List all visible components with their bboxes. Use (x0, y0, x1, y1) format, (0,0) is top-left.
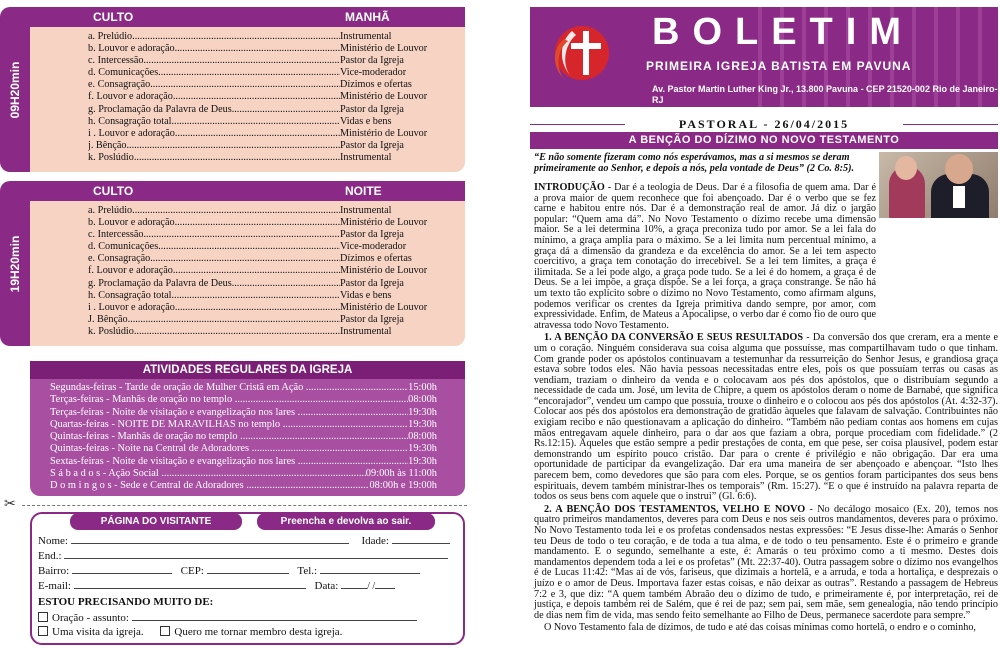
order-item (88, 326, 465, 338)
section-2 (534, 505, 998, 622)
section-2-title: 2. A BENÇÃO DOS TESTAMENTOS, VELHO E NOVO (544, 503, 806, 515)
member-label: Quero me tornar membro desta igreja. (174, 626, 343, 638)
pastoral-title: A BENÇÃO DO DÍZIMO NO NOVO TESTAMENTO (530, 132, 998, 149)
activity-text: Sextas-feiras - Noite de visitação e evangelização nos lares ..... (50, 456, 408, 468)
activity-row (30, 456, 465, 468)
order-item-label: k. Poslúdio ..... (88, 326, 340, 338)
bairro-row (38, 564, 457, 577)
email-label: E-mail: (38, 580, 71, 592)
tel-field[interactable] (320, 564, 420, 574)
section-1 (534, 333, 998, 503)
activity-text: Quintas-feiras - Noite na Central de Adoradores ..... (50, 443, 408, 455)
bairro-field[interactable] (72, 564, 172, 574)
order-item-label: h. Consagração total ..... (88, 290, 340, 302)
age-label: Idade: (361, 535, 389, 547)
email-field[interactable] (74, 579, 306, 589)
name-label: Nome: (38, 535, 68, 547)
order-item-responsible: Dízimos e ofertas (340, 253, 412, 265)
order-item (88, 79, 465, 91)
section-2-text: - No decálogo mosaico (Ex. 20), temos nos quatro primeiros mandamentos, deveres para com Deus e nos seis outros mandamentos, deveres para o próximo. No Novo Testamento toda lei e os profetas condensados nestas expressões: “E Jesus disse-lhe: Amarás o Senhor teu Deus de todo o teu coração, e de toda a tua alma, e de todo o teu pensamento. Este é o primeiro e grande mandamento. E o segundo, semelhante a este, é: Amarás o teu próximo como a ti mesmo. Destes dois mandamentos dependem toda a lei e os profetas” (Mt. 22:37-40). Outra passagem sobre o dízimo nos evangelhos é de Lucas 11:42: “Mas ai de vós, fariseus, que dizimais a hortelã, e a arruda, e toda a hortaliça, e desprezais o juízo e o amor de Deus. Importava fazer estas coisas, e não deixar as outras”. Restando a passagem de Hebreus 7:2 e 3, que diz: “A quem também Abraão deu o dízimo de tudo, e primeiramente é, por interpretação, rei de justiça, e depois também rei de Salém, que é rei de paz; sem pai, sem mãe, sem genealogia, não tendo princípio de dias nem fim de vida, mas sendo feito semelhante ao Filho de Deus, permanece sacerdote para sempre.” (534, 503, 999, 621)
activity-row (30, 419, 465, 431)
order-item-responsible: Vice-moderador (340, 241, 407, 253)
order-item-label: j. Bênção ..... (88, 140, 340, 152)
banner-address (652, 84, 998, 107)
address-row (38, 549, 457, 562)
order-item (88, 290, 465, 302)
culto-label: CULTO (93, 184, 134, 198)
closing-line: O Novo Testamento fala de dízimos, de tudo e até das coisas mínimas como hortelã, o endro e o cominho, (544, 622, 976, 634)
activity-time: 19:30h (408, 443, 437, 455)
tel-label: Tel.: (297, 565, 318, 577)
options-row (38, 626, 457, 639)
order-item-label: a. Prelúdio ..... (88, 205, 340, 217)
activities-title: ATIVIDADES REGULARES DA IGREJA (30, 361, 465, 379)
member-checkbox[interactable] (160, 626, 170, 636)
activity-time: 19:30h (408, 418, 437, 430)
activity-time: 15:00h (408, 382, 437, 393)
date-year-field[interactable] (375, 579, 395, 589)
order-item-label: f. Louvor e adoração ..... (88, 91, 340, 103)
opening-quote: “E não somente fizeram como nós esperávamos, mas a si mesmos se deram primeiramente ao Senhor, e depois a nós, pela vontade de Deus” (2 Co. 8:5). (534, 152, 855, 175)
culto-label: CULTO (93, 10, 134, 24)
order-item-responsible: Ministério de Louvor (340, 91, 428, 103)
activity-text: Terças-feiras - Manhãs de oração no templo ..... (50, 394, 408, 406)
intro-text: - Dar é a teologia de Deus. Dar é a filosofia de quem ama. Dar é a prova maior de quem reconhece que foi abençoado. Dar é o verbo que se fez carne e habitou entre nós. Dar é a demonstração real de amor. Já diz o jargão popular: “Quem ama dá”. No Novo Testamento o dízimo recebe uma dimensão maior. Se a lei determina 10%, a graça preconiza tudo por amor. Se a lei fala do mínimo, a graça amplia para o máximo. Se a lei limita num percentual mínimo, a graça dá a dimensão da grandeza e da excelência do amor. Se a lei tem aspecto coercitivo, a graça tem conotação do irrecebível. Se a lei tem limites, a graça é ilimitada. Se a lei pode algo, a graça pode tudo. Se a lei é do homem, a graça é de Deus. Se a lei impõe, a graça dispõe. Se a lei força, a graça constrange. Se não há um texto tão explícito sobre o dízimo no Novo Testamento, como afirmam alguns, podemos verificar os crentes da Igreja primitiva dando sempre, por amor, com expressividade. Enfim, de Mateus a Apocalipse, o verbo dar é como fio de ouro que atravessa todo Novo Testamento. (534, 182, 876, 331)
cut-line (22, 505, 467, 506)
activity-text: S á b a d o s - Ação Social ..... (50, 468, 366, 480)
section-1-text: - Da conversão dos que creram, era a mente e um o coração. Ninguém considerava sua coisa alguma que possuísse, mas compartilhavam tudo o que tinham. Com grande poder os apóstolos continuavam a testemunhar da ressurreição do Senhor Jesus, e grandiosa graça estava sobre todos eles. Não havia pessoas necessitadas entre eles, pois os que possuíam terras ou casas as vendiam, traziam o dinheiro da venda e o colocavam aos pés dos apóstolos, que o distribuíam segundo a necessidade de cada um. José, um levita de Chipre, a quem os apóstolos deram o nome de Barnabé, que significa “encorajador”, vendeu um campo que possuía, trouxe o dinheiro e o colocou aos pés dos apóstolos (At. 4:32-37). Colocar aos pés dos apóstolos era demonstração de gratidão àqueles que falavam de salvação. Contribuintes não exigiam recibo e não questionavam a aplicação do dinheiro. “Também não pediam contas aos homens em cujas mãos entregavam aquele dinheiro, para o dar aos que faziam a obra, porque procediam com fidelidade.” (2 Rs.12:15). Aqueles que estão sempre a pedir prestações de conta, em que pese, ser coisa plausível, podem estar demonstrando um espírito pouco cristão. Dar para o crente é privilégio e não obrigação. Dar era uma oportunidade de participar da evangelização. Dar era uma maneira de ser abençoado e abençoar. “Isto lhes parecem bem, como devedores que são para com eles. Porque, se os gentios foram participantes dos seus bens espirituais, devem também ministrar-lhes os temporais” (Rm. 15:27). “E o que é instruído na palavra reparta de todos os seus bens com aquele que o instrui” (Gl. 6:6). (534, 332, 998, 503)
man-head (945, 154, 973, 184)
visitor-subtitle: Preencha e devolva ao sair. (257, 513, 435, 530)
date-slashes: / / (367, 581, 376, 592)
order-item-responsible: Ministério de Louvor (340, 127, 428, 139)
order-item-label: e. Consagração ..... (88, 79, 340, 91)
order-item-responsible: Vice-moderador (340, 67, 407, 79)
order-item-responsible: Ministério de Louvor (340, 301, 428, 313)
activity-text: Quintas-feiras - Manhãs de oração no templo ..... (50, 431, 408, 443)
address-text: Av. Pastor Martin Luther King Jr., 13.800 Pavuna - CEP 21520-002 Rio de Janeiro-RJ (652, 84, 998, 105)
contact-text (652, 106, 998, 107)
banner-title: BOLETIM (652, 11, 914, 53)
order-item-responsible: Ministério de Louvor (340, 43, 428, 55)
activity-time: 09:00h às 11:00h (365, 468, 437, 480)
activity-text: D o m i n g o s - Sede e Central de Adoradores ..... (50, 480, 369, 492)
activity-time: 08:00h (408, 394, 437, 406)
order-item-responsible: Instrumental (340, 325, 392, 337)
order-item-responsible: Vidas e bens (340, 115, 392, 127)
order-item-responsible: Pastor da Igreja (340, 139, 404, 151)
woman-head (895, 156, 917, 180)
order-item-responsible: Instrumental (340, 205, 392, 216)
order-item (88, 205, 465, 217)
period-label: NOITE (345, 184, 382, 198)
name-row (38, 534, 457, 547)
order-item (88, 116, 465, 128)
order-item-label: k. Poslúdio ..... (88, 152, 340, 164)
order-item-responsible: Ministério de Louvor (340, 217, 428, 229)
bairro-label: Bairro: (38, 565, 70, 577)
visit-label: Uma visita da igreja. (52, 626, 144, 638)
order-item-responsible: Pastor da Igreja (340, 313, 404, 325)
age-field[interactable] (392, 534, 450, 544)
banner-subtitle: PRIMEIRA IGREJA BATISTA EM PAVUNA (646, 59, 912, 73)
time-label-noite: 19H20min (0, 181, 30, 346)
order-item-responsible: Instrumental (340, 151, 392, 163)
order-item (88, 128, 465, 140)
left-column (0, 0, 470, 649)
culto-manha-header (30, 7, 465, 27)
order-item-responsible: Instrumental (340, 31, 392, 42)
order-item-label: J. Bênção ..... (88, 314, 340, 326)
order-item-label: b. Louvor e adoração ..... (88, 217, 340, 229)
prayer-checkbox[interactable] (38, 612, 48, 622)
order-item-label: f. Louvor e adoração ..... (88, 265, 340, 277)
activity-text: Quartas-feiras - NOITE DE MARAVILHAS no templo ..... (50, 419, 408, 431)
activity-row (30, 468, 465, 480)
activity-row (30, 394, 465, 406)
order-item (88, 241, 465, 253)
order-item (88, 314, 465, 326)
culto-noite-block (8, 181, 465, 346)
activity-text: Terças-feiras - Noite de visitação e evangelização nos lares ..... (50, 407, 408, 419)
date-day-field[interactable] (341, 579, 367, 589)
order-item (88, 253, 465, 265)
order-item (88, 140, 465, 152)
right-column (530, 0, 1000, 649)
order-item (88, 104, 465, 116)
prayer-label: Oração - assunto: (52, 612, 129, 624)
scissors-icon: ✂ (4, 497, 16, 512)
intro-label: INTRODUÇÃO (534, 182, 605, 193)
order-item-label: a. Prelúdio ..... (88, 31, 340, 43)
prayer-row (38, 611, 457, 624)
order-item (88, 43, 465, 55)
activities-block (30, 361, 465, 496)
order-item (88, 229, 465, 241)
order-item-label: d. Comunicações ..... (88, 241, 340, 253)
order-item (88, 31, 465, 43)
activity-row (30, 443, 465, 455)
culto-noite-header (30, 181, 465, 201)
activity-row (30, 382, 465, 394)
email-row (38, 579, 457, 592)
order-item-label: i . Louvor e adoração ..... (88, 302, 340, 314)
pastoral-header: PASTORAL - 26/04/2015 (530, 117, 998, 131)
activity-row (30, 407, 465, 419)
culto-noite-list (30, 201, 465, 342)
order-item-label: b. Louvor e adoração ..... (88, 43, 340, 55)
section-1-title: 1. A BENÇÃO DA CONVERSÃO E SEUS RESULTADOS (544, 332, 804, 344)
order-item-responsible: Ministério de Louvor (340, 265, 428, 277)
cep-field[interactable] (207, 564, 289, 574)
period-label: MANHÃ (345, 10, 390, 24)
needs-heading: ESTOU PRECISANDO MUITO DE: (38, 596, 214, 608)
order-item-label: h. Consagração total ..... (88, 116, 340, 128)
order-item (88, 278, 465, 290)
order-item-responsible: Pastor da Igreja (340, 229, 404, 241)
date-label: Data: (314, 580, 339, 592)
order-item-label: g. Proclamação da Palavra de Deus ..... (88, 104, 340, 116)
order-item-label: i . Louvor e adoração ..... (88, 128, 340, 140)
activity-row (30, 480, 465, 492)
activity-text: Segundas-feiras - Tarde de oração de Mulher Cristã em Ação ..... (50, 382, 408, 394)
visitor-form (30, 512, 465, 645)
order-item (88, 152, 465, 164)
visitor-title: PÁGINA DO VISITANTE (70, 513, 242, 530)
visit-checkbox[interactable] (38, 626, 48, 636)
activity-row (30, 431, 465, 443)
cep-label: CEP: (180, 565, 204, 577)
order-item-responsible: Pastor da Igreja (340, 277, 404, 289)
intro-paragraph (534, 183, 876, 331)
order-item-responsible: Pastor da Igreja (340, 103, 404, 115)
order-item (88, 217, 465, 229)
order-item-label: c. Intercessão ..... (88, 229, 340, 241)
address-field[interactable] (64, 549, 448, 559)
order-item (88, 265, 465, 277)
order-item-label: g. Proclamação da Palavra de Deus ..... (88, 278, 340, 290)
order-item-label: d. Comunicações ..... (88, 67, 340, 79)
order-item-label: e. Consagração ..... (88, 253, 340, 265)
order-item (88, 91, 465, 103)
address-label: End.: (38, 550, 62, 562)
activity-time: 08:00h e 19:00h (369, 480, 437, 492)
church-logo-icon (542, 17, 614, 89)
activity-time: 19:30h (408, 455, 437, 467)
culto-manha-list (30, 27, 465, 168)
article-body (534, 183, 998, 636)
order-item-label: c. Intercessão ..... (88, 55, 340, 67)
activity-time: 19:30h (408, 406, 437, 418)
order-item-responsible: Vidas e bens (340, 289, 392, 301)
activities-list (30, 379, 465, 493)
order-item (88, 67, 465, 79)
activity-time: 08:00h (408, 431, 437, 443)
culto-manha-block (8, 7, 465, 172)
order-item-responsible: Dízimos e ofertas (340, 79, 412, 91)
prayer-field[interactable] (132, 611, 417, 621)
header-banner (530, 7, 998, 107)
order-item (88, 302, 465, 314)
time-label-manha: 09H20min (0, 7, 30, 172)
order-item (88, 55, 465, 67)
order-item-responsible: Pastor da Igreja (340, 55, 404, 67)
name-field[interactable] (71, 534, 349, 544)
